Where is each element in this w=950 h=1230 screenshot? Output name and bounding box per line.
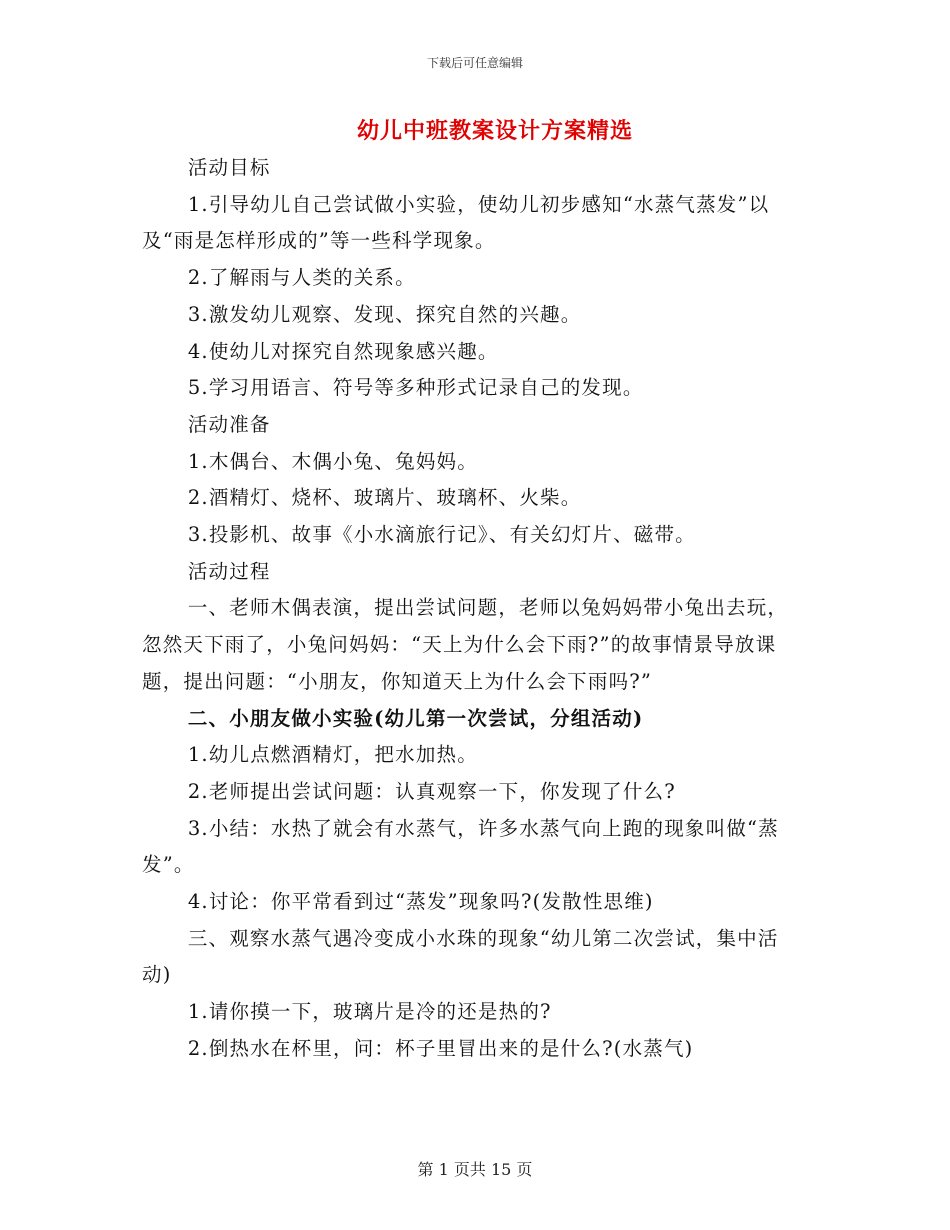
paragraph: 三、观察水蒸气遇冷变成小水珠的现象“幼儿第二次尝试，集中活动) xyxy=(142,926,779,987)
paragraph: 1.木偶台、木偶小兔、兔妈妈。 xyxy=(187,449,478,473)
paragraph: 2.了解雨与人类的关系。 xyxy=(187,266,416,290)
paragraph: 1.请你摸一下，玻璃片是冷的还是热的? xyxy=(187,1000,552,1024)
paragraph: 5.学习用语言、符号等多种形式记录自己的发现。 xyxy=(187,376,644,400)
paragraph: 1.幼儿点燃酒精灯，把水加热。 xyxy=(187,743,478,767)
paragraph: 2.倒热水在杯里，问：杯子里冒出来的是什么?(水蒸气) xyxy=(187,1036,694,1060)
paragraph: 一、老师木偶表演，提出尝试问题，老师以兔妈妈带小兔出去玩，忽然天下雨了，小兔问妈妈：“天上为什么会下雨?”的故事情景导放课题，提出问题：“小朋友，你知道天上为什么会下雨吗?” xyxy=(142,596,789,693)
paragraph: 4.使幼儿对探究自然现象感兴趣。 xyxy=(187,339,499,363)
paragraph: 活动准备 xyxy=(187,412,271,436)
document-body xyxy=(142,150,802,1068)
paragraph: 2.酒精灯、烧杯、玻璃片、玻璃杯、火柴。 xyxy=(187,486,582,510)
paragraph: 3.小结：水热了就会有水蒸气，许多水蒸气向上跑的现象叫做“蒸发”。 xyxy=(142,816,779,877)
paragraph: 3.激发幼儿观察、发现、探究自然的兴趣。 xyxy=(187,302,582,326)
header-note: 下载后可任意编辑 xyxy=(426,56,523,70)
paragraph: 3.投影机、故事《小水滴旅行记》、有关幻灯片、磁带。 xyxy=(187,523,696,547)
paragraph: 1.引导幼儿自己尝试做小实验，使幼儿初步感知“水蒸气蒸发”以及“雨是怎样形成的”等一些科学现象。 xyxy=(142,192,770,253)
paragraph: 4.讨论：你平常看到过“蒸发”现象吗?(发散性思维) xyxy=(187,890,654,914)
paragraph-bold: 二、小朋友做小实验(幼儿第一次尝试，分组活动) xyxy=(187,706,644,730)
paragraph: 2.老师提出尝试问题：认真观察一下，你发现了什么? xyxy=(187,779,676,803)
paragraph: 活动过程 xyxy=(187,559,271,583)
page-footer: 第 1 页共 15 页 xyxy=(417,1160,533,1179)
paragraph: 活动目标 xyxy=(187,156,271,179)
document-title: 幼儿中班教案设计方案精选 xyxy=(356,118,633,144)
